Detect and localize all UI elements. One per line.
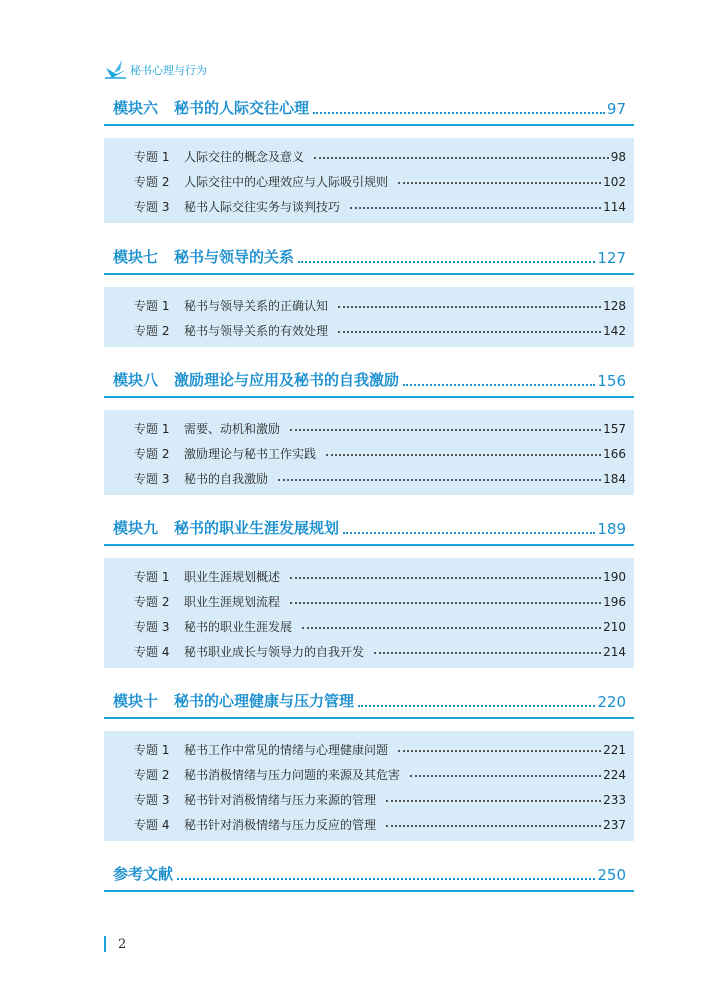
topic-entry[interactable] [134, 466, 626, 491]
leader-dots [343, 532, 595, 534]
topic-label: 专题 1 [134, 743, 170, 757]
topic-label: 专题 1 [134, 422, 170, 436]
topic-entry[interactable] [134, 639, 626, 664]
topic-label: 专题 3 [134, 793, 170, 807]
topic-title: 秘书的职业生涯发展 [184, 620, 293, 634]
module-page: 97 [606, 100, 626, 118]
topic-label: 专题 2 [134, 595, 170, 609]
topic-entry[interactable] [134, 564, 626, 589]
topic-title: 秘书与领导关系的正确认知 [184, 299, 329, 313]
leader-dots [298, 261, 595, 263]
topic-page: 233 [603, 792, 626, 807]
topic-page: 224 [603, 767, 626, 782]
topic-title: 职业生涯规划流程 [184, 595, 281, 609]
topic-label: 专题 1 [134, 150, 170, 164]
topic-title: 秘书的自我激励 [184, 472, 269, 486]
topic-entry[interactable] [134, 762, 626, 787]
module-page: 127 [597, 249, 626, 267]
topic-page: 221 [603, 742, 626, 757]
topic-title: 秘书人际交往实务与谈判技巧 [184, 200, 341, 214]
topic-entry[interactable] [134, 416, 626, 441]
topic-title: 秘书针对消极情绪与压力来源的管理 [184, 793, 377, 807]
topic-page: 166 [603, 446, 626, 461]
topic-title: 人际交往中的心理效应与人际吸引规则 [184, 175, 389, 189]
topic-list [104, 558, 634, 668]
topic-label: 专题 2 [134, 768, 170, 782]
module-entry[interactable] [104, 518, 634, 546]
topic-label: 专题 2 [134, 324, 170, 338]
references-entry[interactable] [104, 864, 634, 892]
module-number: 模块十 [113, 692, 159, 710]
topic-label: 专题 1 [134, 570, 170, 584]
topic-label: 专题 4 [134, 645, 170, 659]
topic-page: 210 [603, 619, 626, 634]
module-page: 220 [597, 693, 626, 711]
topic-title: 职业生涯规划概述 [184, 570, 281, 584]
leader-dots [386, 800, 601, 802]
topic-page: 190 [603, 569, 626, 584]
module-page: 156 [597, 372, 626, 390]
module-number: 模块八 [113, 371, 159, 389]
topic-title: 激励理论与秘书工作实践 [184, 447, 317, 461]
book-title: 秘书心理与行为 [130, 64, 207, 77]
footer-bar [104, 936, 106, 952]
leader-dots [290, 429, 601, 431]
module-title: 秘书的职业生涯发展规划 [174, 519, 340, 537]
topic-page: 114 [603, 199, 626, 214]
topic-page: 214 [603, 644, 626, 659]
module-section [104, 691, 634, 841]
topic-entry[interactable] [134, 812, 626, 837]
topic-entry[interactable] [134, 169, 626, 194]
leader-dots [338, 306, 601, 308]
module-number: 模块六 [113, 99, 159, 117]
topic-list [104, 731, 634, 841]
topic-title: 秘书与领导关系的有效处理 [184, 324, 329, 338]
topic-label: 专题 2 [134, 447, 170, 461]
module-number: 模块九 [113, 519, 159, 537]
topic-entry[interactable] [134, 194, 626, 219]
topic-page: 157 [603, 421, 626, 436]
leader-dots [177, 878, 595, 880]
topic-entry[interactable] [134, 318, 626, 343]
module-number: 模块七 [113, 248, 159, 266]
module-title: 秘书的心理健康与压力管理 [174, 692, 355, 710]
leader-dots [314, 157, 609, 159]
references-title: 参考文献 [113, 865, 174, 883]
topic-label: 专题 3 [134, 620, 170, 634]
topic-entry[interactable] [134, 737, 626, 762]
module-section [104, 518, 634, 668]
topic-title: 秘书针对消极情绪与压力反应的管理 [184, 818, 377, 832]
topic-list [104, 287, 634, 347]
leader-dots [313, 112, 605, 114]
topic-label: 专题 3 [134, 472, 170, 486]
topic-label: 专题 1 [134, 299, 170, 313]
topic-entry[interactable] [134, 144, 626, 169]
topic-entry[interactable] [134, 293, 626, 318]
leader-dots [302, 627, 601, 629]
topic-list [104, 138, 634, 223]
module-entry[interactable] [104, 98, 634, 126]
topic-entry[interactable] [134, 787, 626, 812]
topic-entry[interactable] [134, 614, 626, 639]
leader-dots [398, 182, 601, 184]
topic-page: 128 [603, 298, 626, 313]
topic-page: 196 [603, 594, 626, 609]
book-wing-icon [104, 58, 128, 80]
topic-label: 专题 2 [134, 175, 170, 189]
module-section [104, 247, 634, 347]
leader-dots [278, 479, 601, 481]
leader-dots [358, 705, 595, 707]
topic-title: 人际交往的概念及意义 [184, 150, 305, 164]
topic-label: 专题 3 [134, 200, 170, 214]
module-section [104, 370, 634, 495]
topic-title: 秘书职业成长与领导力的自我开发 [184, 645, 365, 659]
leader-dots [374, 652, 601, 654]
topic-title: 秘书消极情绪与压力问题的来源及其危害 [184, 768, 401, 782]
references-page: 250 [597, 866, 626, 884]
topic-page: 184 [603, 471, 626, 486]
topic-title: 需要、动机和激励 [184, 422, 281, 436]
leader-dots [403, 384, 595, 386]
topic-page: 98 [610, 149, 626, 164]
leader-dots [326, 454, 601, 456]
leader-dots [290, 602, 601, 604]
leader-dots [386, 825, 601, 827]
module-entry[interactable] [104, 370, 634, 398]
leader-dots [410, 775, 601, 777]
module-title: 激励理论与应用及秘书的自我激励 [174, 371, 400, 389]
topic-page: 102 [603, 174, 626, 189]
topic-page: 142 [603, 323, 626, 338]
topic-page: 237 [603, 817, 626, 832]
page-footer [104, 936, 126, 952]
module-entry[interactable] [104, 247, 634, 275]
leader-dots [338, 331, 601, 333]
module-section [104, 98, 634, 223]
module-title: 秘书的人际交往心理 [174, 99, 310, 117]
leader-dots [290, 577, 601, 579]
topic-list [104, 410, 634, 495]
topic-title: 秘书工作中常见的情绪与心理健康问题 [184, 743, 389, 757]
module-title: 秘书与领导的关系 [174, 248, 295, 266]
topic-label: 专题 4 [134, 818, 170, 832]
leader-dots [398, 750, 601, 752]
module-page: 189 [597, 520, 626, 538]
topic-entry[interactable] [134, 589, 626, 614]
topic-entry[interactable] [134, 441, 626, 466]
leader-dots [350, 207, 601, 209]
page-number: 2 [118, 936, 127, 952]
module-entry[interactable] [104, 691, 634, 719]
